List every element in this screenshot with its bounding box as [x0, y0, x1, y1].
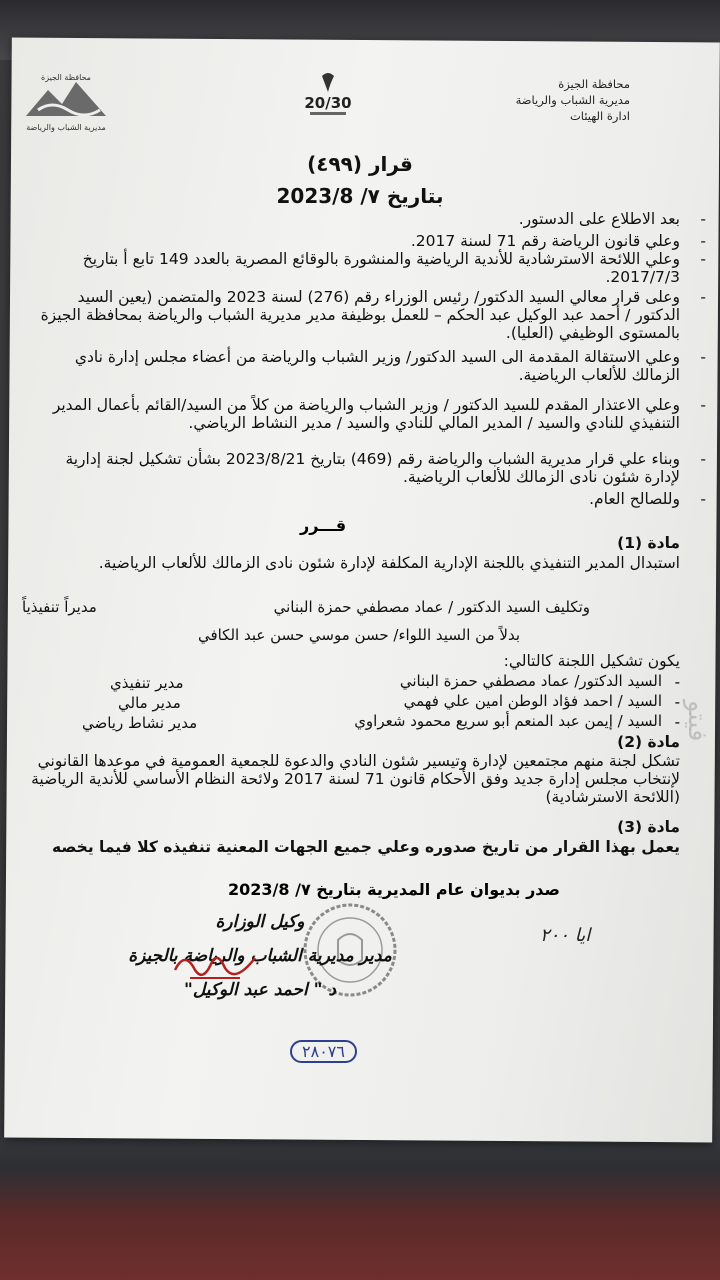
vision-logo-text: 20/30	[304, 94, 352, 112]
committee-member-role: مدير نشاط رياضي	[82, 714, 198, 732]
article3-text: يعمل بهذا القرار من تاريخ صدوره وعلي جميع الجهات المعنية تنفيذه كلا فيما يخصه	[51, 838, 680, 856]
header-organization	[516, 76, 630, 124]
reference-number: ٢٨٠٧٦	[290, 1040, 357, 1063]
article1-instead-of: بدلاً من السيد اللواء/ حسن موسي حسن عبد الكافي	[197, 626, 520, 644]
article2-heading: مادة (2)	[617, 733, 680, 751]
committee-member-role: مدير تنفيذي	[110, 674, 184, 692]
preamble-item: - وعلى قرار معالي السيد الدكتور/ رئيس الوزراء رقم (276) لسنة 2023 والمتضمن (يعين السيد الدكتور / أحمد عبد الوكيل عبد الحكم – للعمل بوظيفة مدير مديرية الشباب والرياضة بمحافظة الجيزة بالمستوى الوظيفي (العليا).	[40, 288, 706, 342]
decision-title: قرار (٤٩٩)	[307, 152, 413, 176]
article1-text: استبدال المدير التنفيذي باللجنة الإدارية المكلفة لإدارة شئون نادى الزمالك للألعاب الرياضية.	[98, 554, 680, 572]
signature-name: د " احمد عبد الوكيل"	[184, 980, 336, 1000]
committee-member-name: السيد / إيمن عبد المنعم أبو سريع محمود شعراوي	[354, 712, 662, 730]
decided-heading: قـــرر	[300, 516, 347, 535]
preamble-item: - وبناء علي قرار مديرية الشباب والرياضة رقم (469) بتاريخ 2023/8/21 بشأن تشكيل لجنة إدارية لإدارة شئون نادى الزمالك للألعاب الرياضية.	[65, 450, 706, 486]
signature-position: مدير مديرية الشباب والرياضة بالجيزة	[128, 946, 392, 966]
logo-text-top: محافظة الجيزة	[41, 73, 91, 82]
initials-note: ايا ٢٠٠	[540, 925, 591, 946]
logo-text-bottom: مديرية الشباب والرياضة	[26, 123, 106, 132]
signature-title: وكيل الوزارة	[215, 912, 305, 932]
preamble-item: - وعلي الاستقالة المقدمة الى السيد الدكتور/ وزير الشباب والرياضة من أعضاء مجلس إدارة نادي الزمالك للألعاب الرياضية.	[74, 348, 706, 384]
header-line-department: ادارة الهيئات	[569, 109, 630, 123]
member-dashes: - - -	[674, 673, 680, 731]
article1-committee-intro: يكون تشكيل اللجنة كالتالي:	[503, 652, 680, 670]
article3-heading: مادة (3)	[617, 818, 680, 836]
committee-member-role: مدير مالي	[118, 694, 181, 712]
preamble-item: - وعلي قانون الرياضة رقم 71 لسنة 2017.	[410, 232, 706, 250]
preamble-item: - وعلي اللائحة الاسترشادية للأندية الرياضية والمنشورة بالوقائع المصرية بالعدد 149 تابع أ بتاريخ 2017/7/3.	[82, 250, 706, 286]
header-line-governorate: محافظة الجيزة	[558, 77, 630, 91]
committee-member-name: السيد الدكتور/ عماد مصطفي حمزة البناني	[399, 672, 662, 690]
article1-heading: مادة (1)	[617, 534, 680, 552]
decision-date: بتاريخ ٧/ 2023/8	[276, 184, 444, 208]
egypt-vision-logo	[300, 70, 356, 122]
committee-member-name: السيد / احمد فؤاد الوطن امين علي فهمي	[403, 692, 662, 710]
preamble-item: - وللصالح العام.	[589, 490, 706, 508]
article2-text: تشكل لجنة منهم مجتمعين لإدارة وتيسير شئون النادي والدعوة للجمعية العمومية في موعدها القانوني لإنتخاب مجلس إدارة جديد وفق الأحكام قانون 71 لسنة 2017 ولائحة النظام الأساسي للأندية الرياضية (اللائحة الاسترشادية)	[31, 752, 680, 806]
preamble-item: - بعد الاطلاع على الدستور.	[518, 210, 706, 228]
red-signature	[170, 940, 260, 990]
directorate-logo	[18, 70, 114, 140]
signature-block	[110, 905, 410, 1007]
preamble-item: - وعلي الاعتذار المقدم للسيد الدكتور / وزير الشباب والرياضة من كلاً من السيد/القائم بأعمال المدير التنفيذي للنادي والسيد / المدير المالي للنادي والسيد / مدير النشاط الرياضي.	[52, 396, 706, 432]
article1-assign-name: وتكليف السيد الدكتور / عماد مصطفي حمزة البناني	[273, 598, 590, 616]
issued-line: صدر بديوان عام المديرية بتاريخ ٧/ 2023/8	[228, 880, 560, 899]
header-line-directorate: مديرية الشباب والرياضة	[515, 93, 630, 107]
article1-assign-role: مديراً تنفيذياً	[22, 598, 97, 616]
watermark: فيتو	[682, 700, 712, 742]
photo-background-bottom	[0, 1120, 720, 1280]
